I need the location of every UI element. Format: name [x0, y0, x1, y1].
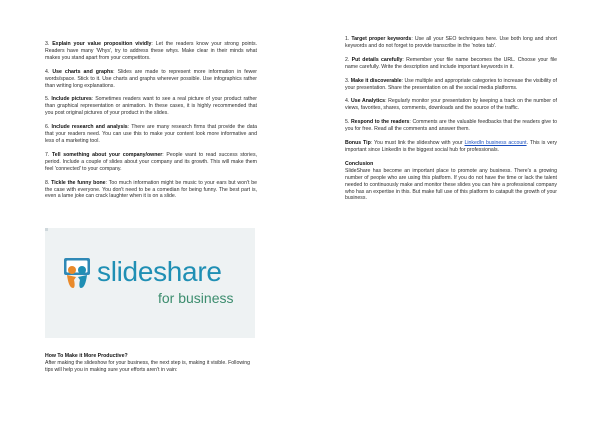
bonus-tip-label: Bonus Tip — [345, 140, 371, 147]
tip-number: 6. — [45, 124, 50, 131]
tip-title: Target proper keywords — [351, 36, 412, 42]
tip-number: 3. — [45, 41, 50, 47]
slideshare-logo-icon — [60, 256, 94, 290]
tip-number: 2. — [345, 56, 350, 63]
tip-title: Use charts and graphs — [52, 68, 114, 75]
tip-item — [45, 41, 257, 62]
tip-number: 5. — [45, 96, 50, 103]
logo-right-body — [78, 275, 87, 288]
tip-number: 3. — [345, 77, 350, 84]
tip-item — [45, 152, 257, 173]
tip-number: 7. — [45, 151, 50, 158]
logo-left-body — [67, 275, 76, 288]
tip-body: : Sometimes readers want to see a real picture of your product rather than graphical representation or animation. In these cases, it is highly recommended that you post original pictures of your product in the slides. — [45, 96, 258, 117]
tip-body: : Use all your SEO techniques here. Use both long and short keywords and do not forget to provide transcribe in the 'notes tab'. — [345, 36, 557, 49]
conclusion-section — [345, 161, 557, 202]
tip-item — [345, 78, 557, 92]
bonus-tip — [345, 140, 557, 154]
tip-number: 4. — [45, 68, 50, 75]
tip-number: 4. — [345, 98, 350, 105]
right-column — [345, 36, 557, 209]
tip-title: Tell something about your company/owner — [52, 151, 163, 158]
tip-title: Respond to the readers — [350, 119, 410, 126]
logo-left-head — [68, 266, 76, 274]
tip-title: Use Analytics — [351, 98, 386, 105]
tip-body: : Use multiple and appropriate categories to increase the visibility of your presentation. Share the presentation on all the social media platforms. — [345, 77, 557, 91]
tip-item — [45, 96, 257, 117]
linkedin-business-link[interactable]: LinkedIn business account — [464, 140, 527, 147]
conclusion-heading: Conclusion — [345, 160, 374, 167]
conclusion-body: SlideShare has become an important place to promote any business. There's a growing number of people who are using this platform. If you do not have the time or lack the talent needed to continuously make and monitor these slides you can hire a professional company who has an expertise in this. But make full use of this platform to catapult the growth of your business. — [345, 167, 557, 202]
logo-right-head — [78, 266, 86, 274]
tip-body: : Too much information might be music to your ears but won't be the case with everyone. You don't need to be a comedian for being funny. The best part is, even a lame joke can crack laughter when it is on a slide. — [45, 179, 257, 200]
logo-wordmark: slideshare — [97, 256, 222, 287]
tip-title: Put details carefully — [351, 56, 403, 63]
left-column — [45, 41, 257, 207]
tip-item — [45, 180, 257, 201]
productivity-section — [45, 353, 257, 374]
tip-item — [345, 98, 557, 112]
tip-item — [345, 119, 557, 133]
tip-body: : Slides are made to represent more information in fewer words/space. Stick to it. Use charts and graphs wherever possible. Use infographics rather than writing long explanations. — [45, 68, 257, 89]
tip-body: : Regularly monitor your presentation by keeping a track on the number of views, favorites, shares, comments, downloads and the source of the traffic. — [345, 98, 557, 112]
bonus-tip-text-end: . This is very important since LinkedIn is the biggest social hub for professionals. — [345, 140, 558, 153]
tip-title: Make it discoverable — [350, 77, 402, 84]
tip-number: 5. — [345, 119, 350, 126]
section-body: After making the slideshow for your business, the next step is, making it visible. Following tips will help you in making sure your efforts aren't in vain: — [45, 359, 250, 373]
tip-title: Explain your value proposition vividly — [52, 41, 152, 47]
logo-tagline: for business — [158, 290, 234, 306]
tip-title: Tickle the funny bone — [51, 179, 106, 186]
section-heading: How To Make it More Productive? — [45, 353, 128, 359]
bonus-tip-text: : You must link the slideshow with your — [370, 140, 465, 147]
image-corner-marker — [45, 228, 48, 231]
tip-body: : There are many research firms that provide the data that your readers need. You can use this to make your content look more informative and less of a marketing tool. — [45, 124, 257, 144]
tip-item — [345, 36, 557, 50]
slideshare-logo-image — [45, 228, 255, 338]
tip-body: : Remember your file name becomes the URL. Choose your file name carefully. Write the description and include important keywords in it. — [345, 56, 557, 70]
tip-number: 1. — [345, 36, 350, 42]
tip-item — [45, 69, 257, 90]
tip-body: : Comments are the valuable feedbacks that the readers give to you for free. Read all the comments and answer them. — [345, 119, 557, 133]
tip-number: 8. — [45, 179, 50, 186]
tip-body: : Let the readers know your strong points. Readers have many 'Whys', try to address these whys. Make clear in their minds what makes you stand apart from your competitors. — [45, 41, 257, 61]
tip-body: : People want to read success stories, period. Include a couple of slides about your company and its growth. This will make them feel 'connected' to your company. — [45, 151, 257, 172]
tip-item — [345, 57, 557, 71]
tip-title: Include pictures — [51, 96, 92, 103]
tip-item — [45, 124, 257, 145]
tip-title: Include research and analysis — [51, 124, 128, 131]
